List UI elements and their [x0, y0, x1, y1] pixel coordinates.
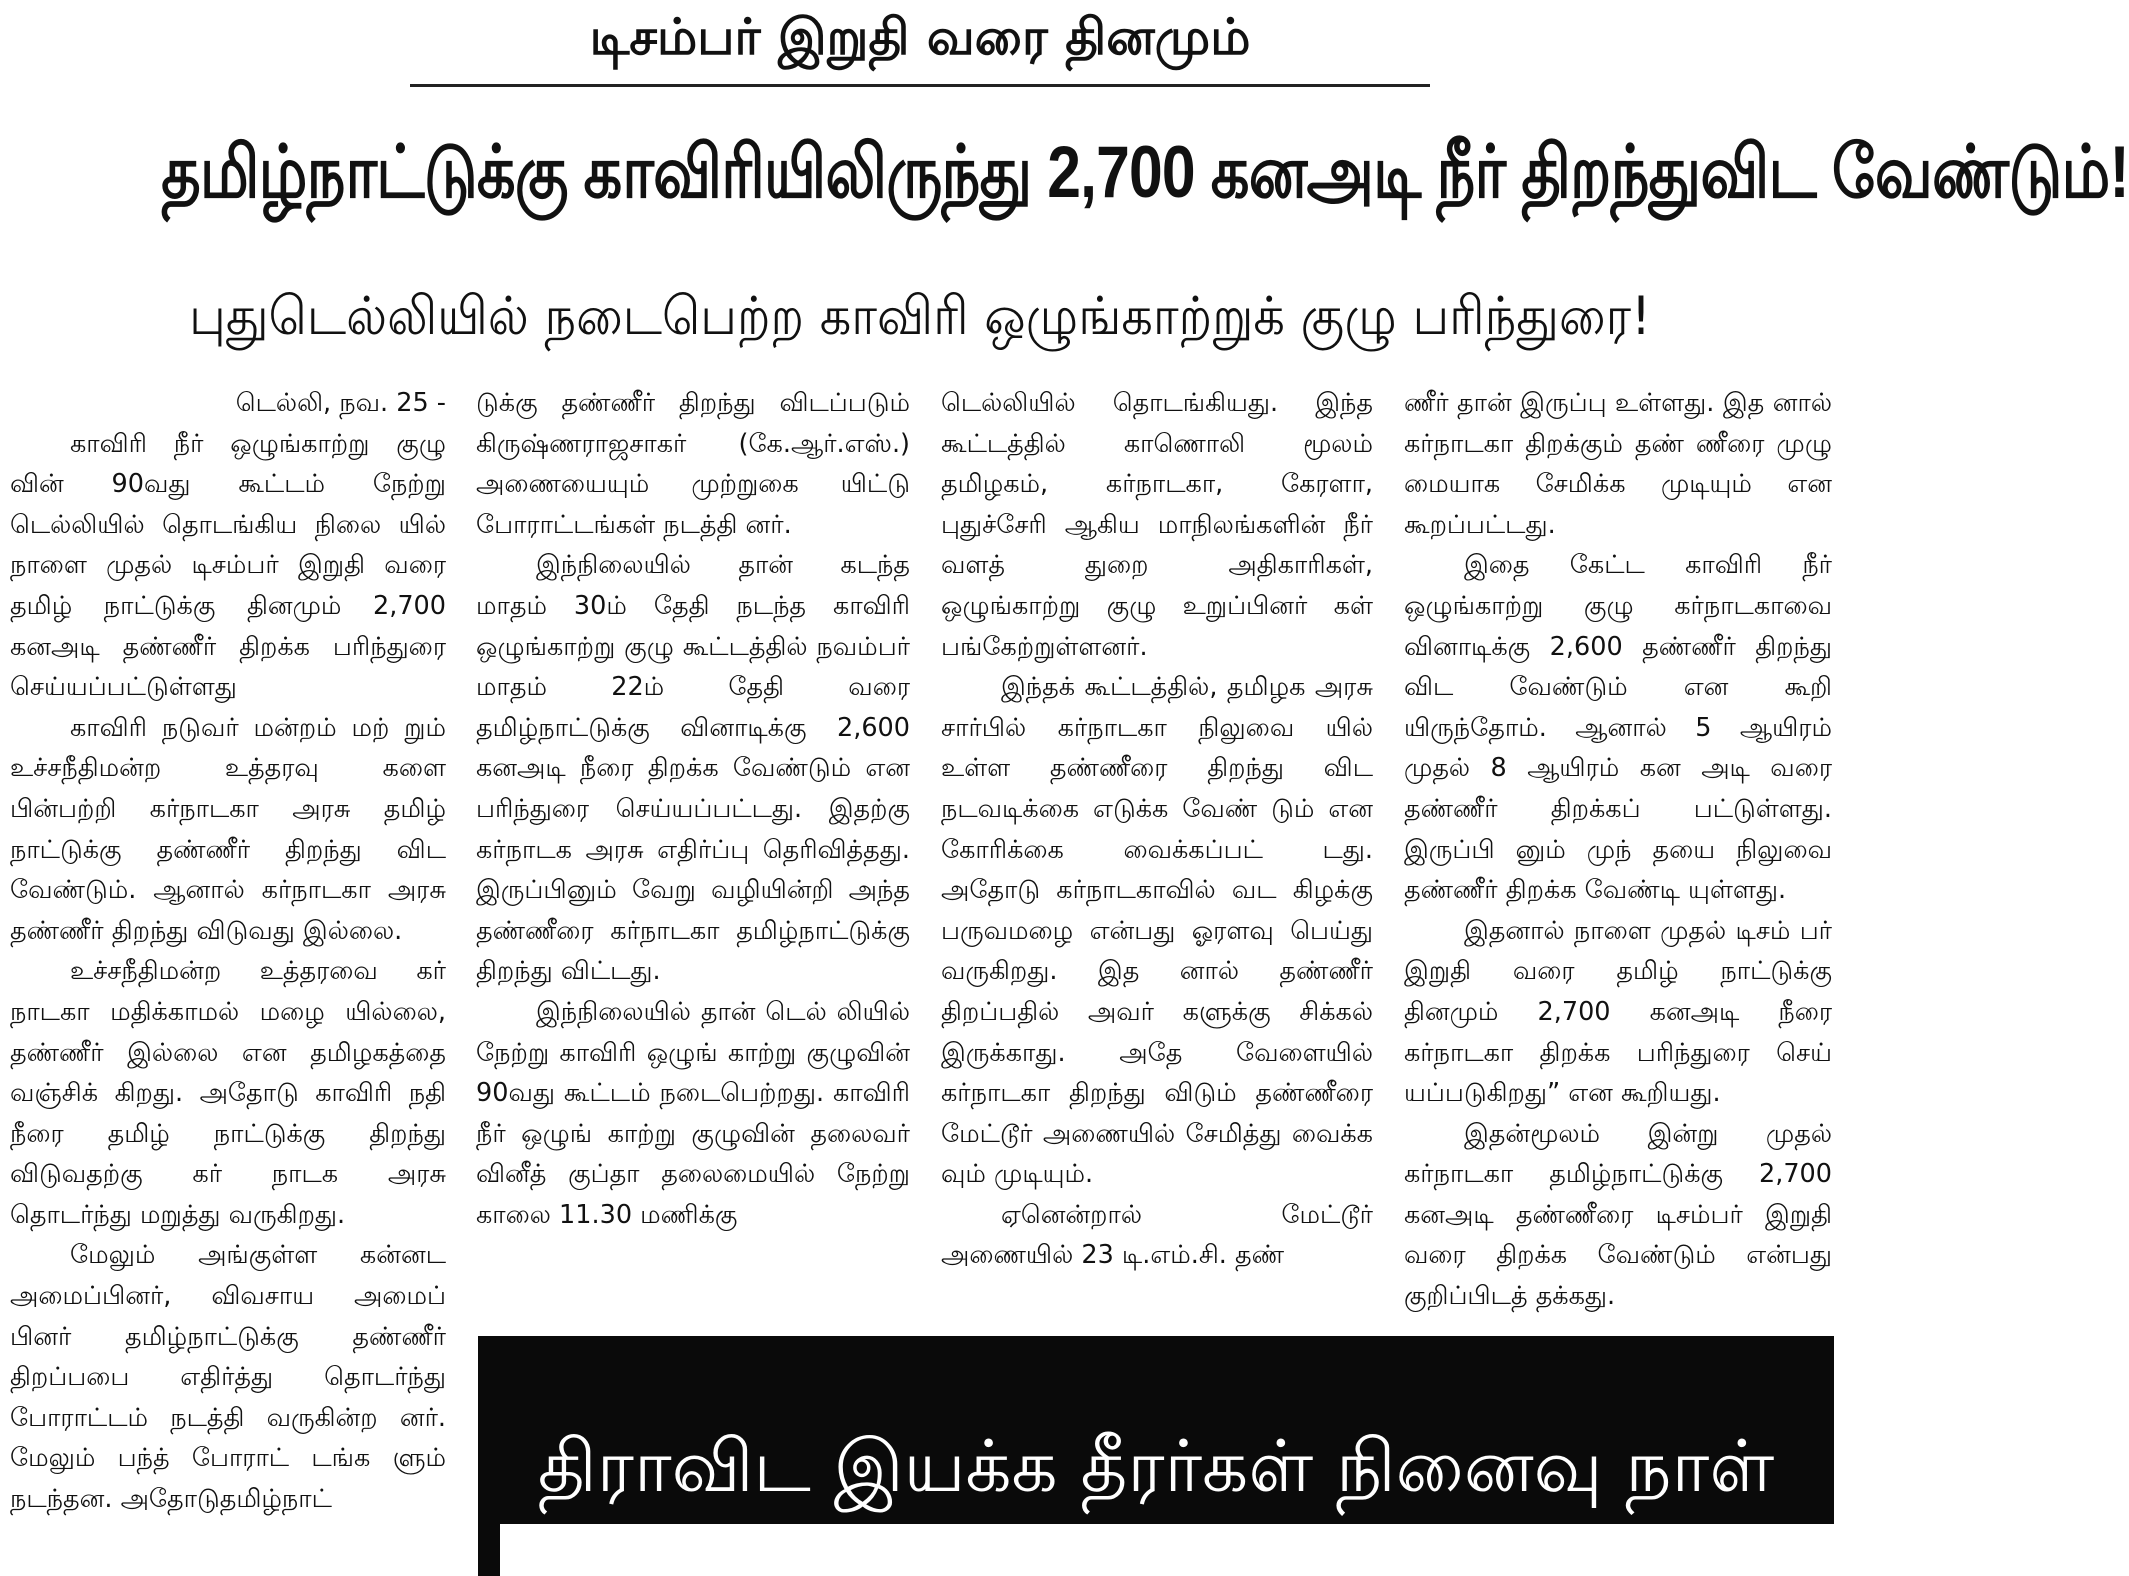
paragraph: இந்நிலையில் தான் கடந்த மாதம் 30ம் தேதி நடந்த காவிரி ஒழுங்காற்று குழு கூட்டத்தில் நவம்பர் மாதம் 22ம் தேதி வரை தமிழ்நாட்டுக்கு வினாடிக்கு 2,600 கனஅடி நீரை திறக்க வேண்டும் என பரிந்துரை செய்யப்பட்டது. இதற்கு கர்நாடக அரசு எதிர்ப்பு தெரிவித்தது. இருப்பினும் வேறு வழியின்றி அந்த தண்ணீரை கர்நாடகா தமிழ்நாட்டுக்கு திறந்து விட்டது.	[476, 550, 910, 987]
paragraph: டுக்கு தண்ணீர் திறந்து விடப்படும் கிருஷ்ணராஜசாகர் (கே.ஆர்.எஸ்.) அணையையும் முற்றுகை யிட்டு போராட்டங்கள் நடத்தி னர்.	[476, 388, 910, 540]
subheadline: புதுடெல்லியில் நடைபெற்ற காவிரி ஒழுங்காற்றுக் குழு பரிந்துரை!	[189, 286, 1651, 347]
banner-box	[478, 1336, 1834, 1576]
paragraph: காவிரி நீர் ஒழுங்காற்று குழு வின் 90வது கூட்டம் நேற்று டெல்லியில் தொடங்கிய நிலை யில் நாளை முதல் டிசம்பர் இறுதி வரை தமிழ் நாட்டுக்கு தினமும் 2,700 கனஅடி தண்ணீர் திறக்க பரிந்துரை செய்யப்பட்டுள்ளது	[10, 428, 446, 703]
banner-content-area	[500, 1524, 1834, 1576]
paragraph: டெல்லியில் தொடங்கியது. இந்த கூட்டத்தில் காணொலி மூலம் தமிழகம், கர்நாடகா, கேரளா, புதுச்சேரி ஆகிய மாநிலங்களின் நீர் வளத் துறை அதிகாரிகள், ஒழுங்காற்று குழு உறுப்பினர் கள் பங்கேற்றுள்ளனர்.	[941, 388, 1373, 662]
kicker: டிசம்பர் இறுதி வரை தினமும்	[589, 8, 1251, 66]
column-3	[941, 383, 1373, 1276]
paragraph: காவிரி நடுவர் மன்றம் மற் றும் உச்சநீதிமன்ற உத்தரவு களை பின்பற்றி கர்நாடகா அரசு தமிழ் நாட்டுக்கு தண்ணீர் திறந்து விட வேண்டும். ஆனால் கர்நாடகா அரசு தண்ணீர் திறந்து விடுவது இல்லை.	[10, 712, 446, 946]
dateline: டெல்லி, நவ. 25 -	[235, 388, 446, 418]
column-4	[1404, 383, 1832, 1317]
paragraph: இந்தக் கூட்டத்தில், தமிழக அரசு சார்பில் கர்நாடகா நிலுவை யில் உள்ள தண்ணீரை திறந்து விட நடவடிக்கை எடுக்க வேண் டும் என கோரிக்கை வைக்கப்பட் டது. அதோடு கர்நாடகாவில் வட கிழக்கு பருவமழை என்பது ஓரளவு பெய்து வருகிறது. இத னால் தண்ணீர் திறப்பதில் அவர் களுக்கு சிக்கல் இருக்காது. அதே வேளையில் கர்நாடகா திறந்து விடும் தண்ணீரை மேட்டூர் அணையில் சேமித்து வைக்க வும் முடியும்.	[941, 672, 1373, 1190]
paragraph: உச்சநீதிமன்ற உத்தரவை கர் நாடகா மதிக்காமல் மழை யில்லை, தண்ணீர் இல்லை என தமிழகத்தை வஞ்சிக் கிறது. அதோடு காவிரி நதி நீரை தமிழ் நாட்டுக்கு திறந்து விடுவதற்கு கர் நாடக அரசு தொடர்ந்து மறுத்து வருகிறது.	[10, 956, 446, 1230]
kicker-rule	[410, 84, 1430, 87]
paragraph: ஏனென்றால் மேட்டூர் அணையில் 23 டி.எம்.சி. தண்	[941, 1199, 1373, 1271]
banner-title: திராவிட இயக்க தீரர்கள் நினைவு நாள்	[537, 1424, 1775, 1508]
column-1	[10, 383, 446, 1520]
paragraph: இதன்மூலம் இன்று முதல் கர்நாடகா தமிழ்நாட்டுக்கு 2,700 கனஅடி தண்ணீரை டிசம்பர் இறுதி வரை திறக்க வேண்டும் என்பது குறிப்பிடத் தக்கது.	[1404, 1118, 1832, 1312]
paragraph: இந்நிலையில் தான் டெல் லியில் நேற்று காவிரி ஒழுங் காற்று குழுவின் 90வது கூட்டம் நடைபெற்றது. காவிரி நீர் ஒழுங் காற்று குழுவின் தலைவர் வினீத் குப்தா தலைமையில் நேற்று காலை 11.30 மணிக்கு	[476, 996, 910, 1230]
paragraph: ணீர் தான் இருப்பு உள்ளது. இத னால் கர்நாடகா திறக்கும் தண் ணீரை முழு மையாக சேமிக்க முடியும் என கூறப்பட்டது.	[1404, 388, 1832, 540]
paragraph: இதனால் நாளை முதல் டிசம் பர் இறுதி வரை தமிழ் நாட்டுக்கு தினமும் 2,700 கனஅடி நீரை கர்நாடகா திறக்க பரிந்துரை செய் யப்படுகிறது” என கூறியது.	[1404, 915, 1832, 1109]
paragraph: மேலும் அங்குள்ள கன்னட அமைப்பினர், விவசாய அமைப் பினர் தமிழ்நாட்டுக்கு தண்ணீர் திறப்பபை எதிர்த்து தொடர்ந்து போராட்டம் நடத்தி வருகின்ற னர். மேலும் பந்த் போராட் டங்க ளும் நடந்தன. அதோடுதமிழ்நாட்	[10, 1240, 446, 1515]
column-2	[476, 383, 910, 1235]
headline: தமிழ்நாட்டுக்கு காவிரியிலிருந்து 2,700 கனஅடி நீர் திறந்துவிட வேண்டும்!	[161, 132, 2129, 213]
paragraph: இதை கேட்ட காவிரி நீர் ஒழுங்காற்று குழு கர்நாடகாவை வினாடிக்கு 2,600 தண்ணீர் திறந்து விட வேண்டும் என கூறி யிருந்தோம். ஆனால் 5 ஆயிரம் முதல் 8 ஆயிரம் கன அடி வரை தண்ணீர் திறக்கப் பட்டுள்ளது. இருப்பி னும் முந் தயை நிலுவை தண்ணீர் திறக்க வேண்டி யுள்ளது.	[1404, 550, 1832, 906]
